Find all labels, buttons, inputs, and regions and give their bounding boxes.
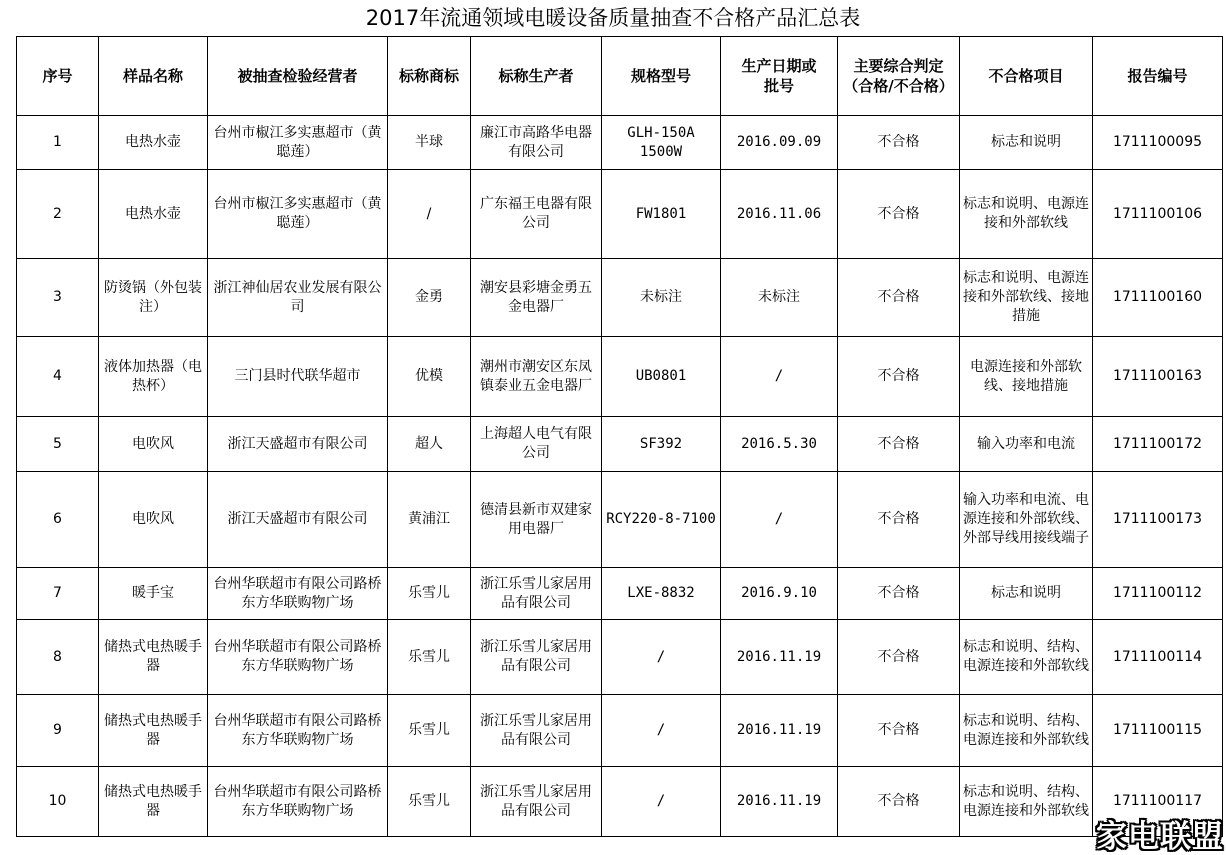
cell-operator: 三门县时代联华超市 (208, 337, 388, 417)
cell-trademark: 超人 (388, 417, 471, 472)
cell-seq: 2 (17, 170, 99, 259)
cell-defects: 电源连接和外部软线、接地措施 (960, 337, 1093, 417)
cell-manufacturer: 浙江乐雪儿家居用品有限公司 (471, 568, 602, 620)
cell-defects: 标志和说明、结构、电源连接和外部软线 (960, 767, 1093, 837)
cell-trademark: 乐雪儿 (388, 568, 471, 620)
cell-manufacturer: 浙江乐雪儿家居用品有限公司 (471, 695, 602, 767)
cell-report-no: 1711100114 (1093, 620, 1223, 695)
cell-operator: 台州华联超市有限公司路桥东方华联购物广场 (208, 568, 388, 620)
cell-sample-name: 暖手宝 (99, 568, 208, 620)
col-header-report-no: 报告编号 (1093, 37, 1223, 116)
col-header-trademark: 标称商标 (388, 37, 471, 116)
cell-manufacturer: 浙江乐雪儿家居用品有限公司 (471, 767, 602, 837)
cell-verdict: 不合格 (838, 695, 960, 767)
cell-seq: 1 (17, 116, 99, 170)
cell-model: / (602, 695, 721, 767)
col-header-seq: 序号 (17, 37, 99, 116)
cell-defects: 输入功率和电流 (960, 417, 1093, 472)
cell-report-no: 1711100160 (1093, 259, 1223, 337)
col-header-model: 规格型号 (602, 37, 721, 116)
cell-model: FW1801 (602, 170, 721, 259)
cell-trademark: 金勇 (388, 259, 471, 337)
cell-report-no: 1711100106 (1093, 170, 1223, 259)
table-row (17, 695, 1223, 767)
cell-manufacturer: 上海超人电气有限公司 (471, 417, 602, 472)
table-row (17, 568, 1223, 620)
cell-operator: 台州市椒江多实惠超市（黄聪莲） (208, 170, 388, 259)
watermark-logo: 家电联盟 (1096, 819, 1224, 855)
cell-defects: 标志和说明、结构、电源连接和外部软线 (960, 620, 1093, 695)
cell-defects: 标志和说明 (960, 568, 1093, 620)
cell-operator: 台州华联超市有限公司路桥东方华联购物广场 (208, 767, 388, 837)
col-header-manufacturer: 标称生产者 (471, 37, 602, 116)
col-header-operator: 被抽查检验经营者 (208, 37, 388, 116)
cell-model: RCY220-8-7100 (602, 472, 721, 568)
cell-date: 2016.11.19 (721, 620, 838, 695)
cell-seq: 3 (17, 259, 99, 337)
cell-date: 2016.11.19 (721, 767, 838, 837)
cell-date: 2016.9.10 (721, 568, 838, 620)
cell-trademark: 乐雪儿 (388, 767, 471, 837)
cell-verdict: 不合格 (838, 472, 960, 568)
cell-sample-name: 储热式电热暖手器 (99, 695, 208, 767)
cell-date: 2016.11.19 (721, 695, 838, 767)
cell-manufacturer: 潮州市潮安区东凤镇泰业五金电器厂 (471, 337, 602, 417)
cell-verdict: 不合格 (838, 767, 960, 837)
cell-verdict: 不合格 (838, 620, 960, 695)
summary-table (16, 36, 1223, 837)
cell-manufacturer: 潮安县彩塘金勇五金电器厂 (471, 259, 602, 337)
cell-verdict: 不合格 (838, 259, 960, 337)
cell-verdict: 不合格 (838, 417, 960, 472)
cell-model: 未标注 (602, 259, 721, 337)
cell-date: 未标注 (721, 259, 838, 337)
cell-report-no: 1711100163 (1093, 337, 1223, 417)
cell-sample-name: 液体加热器（电热杯） (99, 337, 208, 417)
cell-trademark: 黄浦江 (388, 472, 471, 568)
cell-operator: 浙江天盛超市有限公司 (208, 417, 388, 472)
cell-trademark: 优模 (388, 337, 471, 417)
cell-seq: 8 (17, 620, 99, 695)
cell-sample-name: 防烫锅（外包装注） (99, 259, 208, 337)
cell-seq: 10 (17, 767, 99, 837)
cell-operator: 台州市椒江多实惠超市（黄聪莲） (208, 116, 388, 170)
cell-manufacturer: 廉江市高路华电器有限公司 (471, 116, 602, 170)
table-row (17, 116, 1223, 170)
cell-report-no: 1711100095 (1093, 116, 1223, 170)
cell-model: / (602, 767, 721, 837)
cell-seq: 7 (17, 568, 99, 620)
cell-sample-name: 电热水壶 (99, 170, 208, 259)
cell-verdict: 不合格 (838, 337, 960, 417)
table-row (17, 259, 1223, 337)
page-title: 2017年流通领域电暖设备质量抽查不合格产品汇总表 (365, 6, 861, 30)
cell-report-no: 1711100117 (1093, 767, 1223, 837)
cell-model: / (602, 620, 721, 695)
cell-verdict: 不合格 (838, 170, 960, 259)
col-header-date: 生产日期或批号 (721, 37, 838, 116)
table-row (17, 170, 1223, 259)
cell-report-no: 1711100115 (1093, 695, 1223, 767)
table-row (17, 337, 1223, 417)
cell-operator: 浙江神仙居农业发展有限公司 (208, 259, 388, 337)
cell-date: 2016.5.30 (721, 417, 838, 472)
cell-date: / (721, 472, 838, 568)
table-row (17, 472, 1223, 568)
table-row (17, 767, 1223, 837)
cell-date: / (721, 337, 838, 417)
cell-sample-name: 储热式电热暖手器 (99, 767, 208, 837)
cell-defects: 标志和说明、结构、电源连接和外部软线 (960, 695, 1093, 767)
cell-model: GLH-150A 1500W (602, 116, 721, 170)
cell-seq: 9 (17, 695, 99, 767)
cell-defects: 标志和说明、电源连接和外部软线 (960, 170, 1093, 259)
cell-seq: 4 (17, 337, 99, 417)
cell-date: 2016.11.06 (721, 170, 838, 259)
cell-operator: 台州华联超市有限公司路桥东方华联购物广场 (208, 695, 388, 767)
header-row (17, 37, 1223, 116)
cell-manufacturer: 浙江乐雪儿家居用品有限公司 (471, 620, 602, 695)
cell-date: 2016.09.09 (721, 116, 838, 170)
cell-defects: 标志和说明、电源连接和外部软线、接地措施 (960, 259, 1093, 337)
cell-trademark: / (388, 170, 471, 259)
cell-report-no: 1711100112 (1093, 568, 1223, 620)
col-header-verdict: 主要综合判定（合格/不合格） (838, 37, 960, 116)
table-row (17, 620, 1223, 695)
cell-seq: 6 (17, 472, 99, 568)
cell-trademark: 乐雪儿 (388, 695, 471, 767)
cell-defects: 输入功率和电流、电源连接和外部软线、外部导线用接线端子 (960, 472, 1093, 568)
cell-model: SF392 (602, 417, 721, 472)
table-row (17, 417, 1223, 472)
col-header-defects: 不合格项目 (960, 37, 1093, 116)
cell-verdict: 不合格 (838, 116, 960, 170)
cell-trademark: 乐雪儿 (388, 620, 471, 695)
cell-report-no: 1711100173 (1093, 472, 1223, 568)
cell-sample-name: 电吹风 (99, 472, 208, 568)
cell-model: UB0801 (602, 337, 721, 417)
cell-operator: 台州华联超市有限公司路桥东方华联购物广场 (208, 620, 388, 695)
cell-sample-name: 储热式电热暖手器 (99, 620, 208, 695)
col-header-sample-name: 样品名称 (99, 37, 208, 116)
cell-manufacturer: 德清县新市双建家用电器厂 (471, 472, 602, 568)
cell-defects: 标志和说明 (960, 116, 1093, 170)
cell-manufacturer: 广东福王电器有限公司 (471, 170, 602, 259)
cell-report-no: 1711100172 (1093, 417, 1223, 472)
cell-trademark: 半球 (388, 116, 471, 170)
cell-model: LXE-8832 (602, 568, 721, 620)
cell-seq: 5 (17, 417, 99, 472)
cell-operator: 浙江天盛超市有限公司 (208, 472, 388, 568)
cell-sample-name: 电吹风 (99, 417, 208, 472)
cell-verdict: 不合格 (838, 568, 960, 620)
cell-sample-name: 电热水壶 (99, 116, 208, 170)
